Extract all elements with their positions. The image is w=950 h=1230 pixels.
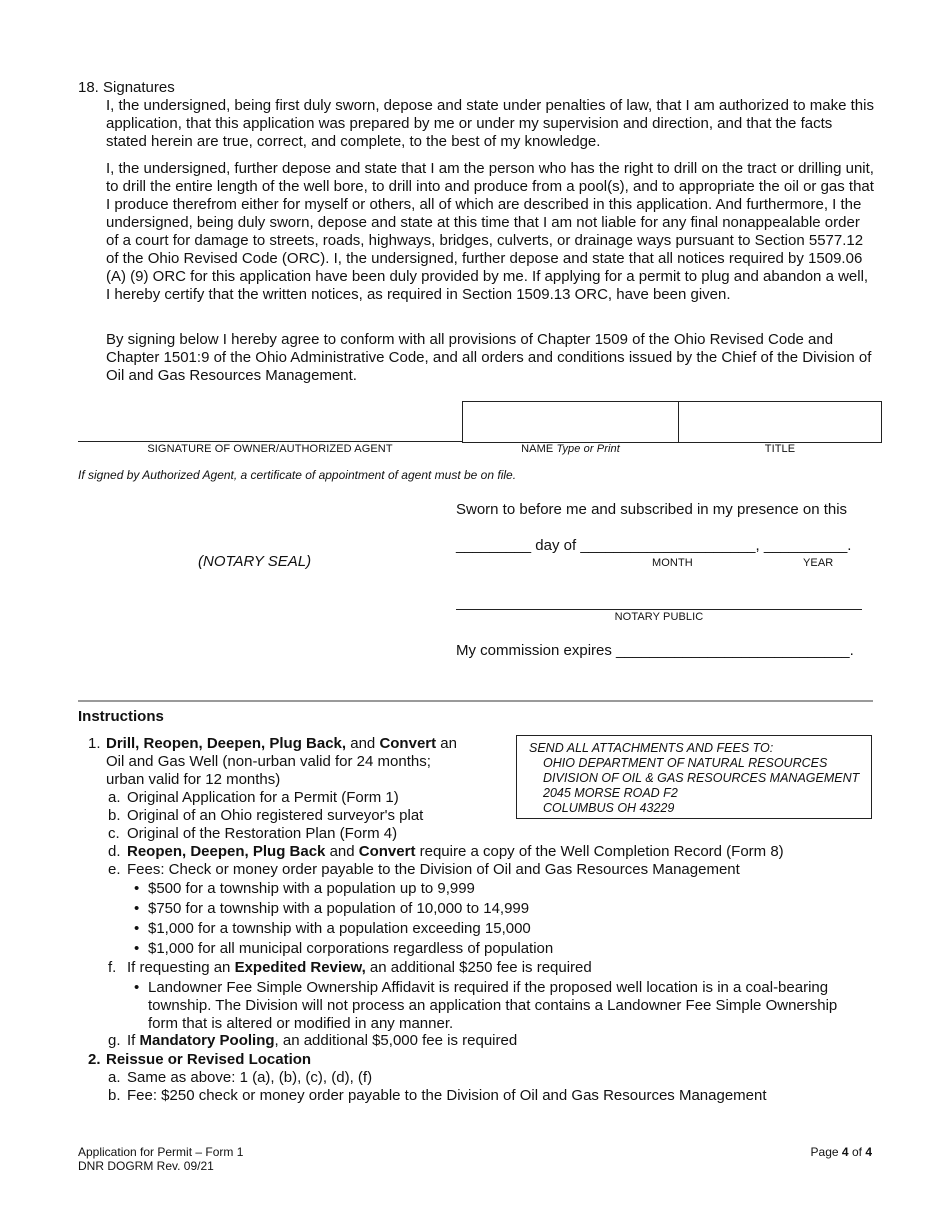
page-of: of bbox=[851, 1145, 862, 1159]
item-1-after: an bbox=[440, 735, 457, 752]
item-1c-letter: c. bbox=[108, 825, 120, 842]
sworn-text: Sworn to before me and subscribed in my presence on this bbox=[456, 501, 848, 518]
commission-line bbox=[456, 642, 854, 660]
item-1-bold-2: Convert bbox=[379, 735, 437, 752]
section-heading: 18. Signatures bbox=[78, 79, 175, 96]
item-1-line-2: Oil and Gas Well (non-urban valid for 24 months; bbox=[106, 753, 431, 770]
notary-signature-line[interactable] bbox=[456, 609, 862, 610]
item-1b-letter: b. bbox=[108, 807, 121, 824]
fee-item-1: $500 for a township with a population up to 9,999 bbox=[148, 880, 475, 897]
item-1b-text: Original of an Ohio registered surveyor's plat bbox=[127, 807, 424, 824]
name-label bbox=[462, 443, 679, 455]
item-2b-text: Fee: $250 check or money order payable to the Division of Oil and Gas Resources Management bbox=[127, 1087, 767, 1104]
item-1f-bold: Expedited Review, bbox=[234, 959, 366, 976]
year-blank[interactable]: __________. bbox=[763, 537, 852, 554]
item-1-line-3: urban valid for 12 months) bbox=[106, 771, 281, 788]
signature-label: SIGNATURE OF OWNER/AUTHORIZED AGENT bbox=[147, 443, 393, 455]
affidavit-line-2: township. The Division will not process an application that contains a Landowner Fee Simple Ownership bbox=[148, 997, 838, 1014]
item-2b-letter: b. bbox=[108, 1087, 121, 1104]
mail-line-4: 2045 MORSE ROAD F2 bbox=[543, 786, 678, 800]
item-1d-rest: require a copy of the Well Completion Record (Form 8) bbox=[419, 843, 784, 860]
date-line bbox=[456, 537, 851, 555]
item-1g-text bbox=[127, 1032, 517, 1051]
fee-item-2: $750 for a township with a population of 10,000 to 14,999 bbox=[148, 900, 530, 917]
page-total: 4 bbox=[865, 1145, 872, 1159]
name-label-hint: Type or Print bbox=[556, 443, 620, 455]
item-1g-pre: If bbox=[127, 1032, 136, 1049]
item-1-bold-1: Drill, Reopen, Deepen, Plug Back, bbox=[106, 735, 347, 752]
month-label: MONTH bbox=[652, 557, 693, 569]
page-number bbox=[811, 1145, 872, 1159]
item-1-title bbox=[106, 735, 457, 754]
item-2-title: Reissue or Revised Location bbox=[106, 1051, 312, 1068]
mail-line-5: COLUMBUS OH 43229 bbox=[543, 801, 675, 815]
name-label-text: NAME bbox=[521, 443, 554, 455]
instructions-heading: Instructions bbox=[78, 708, 164, 725]
mail-line-1: SEND ALL ATTACHMENTS AND FEES TO: bbox=[529, 741, 774, 755]
item-1f-pre: If requesting an bbox=[127, 959, 231, 976]
affidavit-bullet: • bbox=[134, 979, 140, 996]
fee-bullet-2: • bbox=[134, 900, 140, 917]
mailing-address-box bbox=[516, 735, 872, 819]
item-1a-letter: a. bbox=[108, 789, 121, 806]
attestation-paragraph: I, the undersigned, being first duly sworn, depose and state under penalties of law, that I am authorized to make this application, that this application was prepared by me or under my supervision and direction, and that the facts stated herein are true, correct, and complete, to the best of my knowledge. bbox=[106, 97, 874, 150]
section-divider bbox=[78, 700, 873, 702]
year-label: YEAR bbox=[803, 557, 834, 569]
item-1c-text: Original of the Restoration Plan (Form 4) bbox=[127, 825, 398, 842]
fee-item-4: $1,000 for all municipal corporations regardless of population bbox=[148, 940, 554, 957]
affidavit-line-3: form that is altered or modified in any manner. bbox=[148, 1015, 454, 1032]
item-1g-post: , an additional $5,000 fee is required bbox=[274, 1032, 518, 1049]
item-2-number: 2. bbox=[88, 1051, 101, 1068]
conformance-paragraph: By signing below I hereby agree to conform with all provisions of Chapter 1509 of the Ohio Revised Code and Chapter 1501:9 of the Ohio Administrative Code, and all orders and conditions issued by the Chief of the Division of Oil and Gas Resources Management. bbox=[106, 331, 872, 384]
title-field[interactable] bbox=[678, 401, 882, 443]
fee-bullet-1: • bbox=[134, 880, 140, 897]
item-1g-bold: Mandatory Pooling bbox=[139, 1032, 275, 1049]
item-1f-letter: f. bbox=[108, 959, 117, 976]
item-1d-text bbox=[127, 843, 784, 862]
footer-left bbox=[78, 1145, 243, 1173]
affidavit-line-1: Landowner Fee Simple Ownership Affidavit is required if the proposed well location is in a coal-bearing bbox=[148, 979, 829, 996]
item-1d-and: and bbox=[329, 843, 355, 860]
item-1-and: and bbox=[350, 735, 376, 752]
fee-bullet-4: • bbox=[134, 940, 140, 957]
page-pre: Page bbox=[810, 1145, 839, 1159]
signature-line bbox=[78, 441, 462, 442]
item-1f-post: an additional $250 fee is required bbox=[369, 959, 592, 976]
fee-item-3: $1,000 for a township with a population exceeding 15,000 bbox=[148, 920, 531, 937]
title-label: TITLE bbox=[764, 443, 796, 455]
item-1-number: 1. bbox=[88, 735, 101, 752]
agent-note: If signed by Authorized Agent, a certificate of appointment of agent must be on file. bbox=[78, 468, 517, 482]
date-comma: , bbox=[755, 537, 760, 554]
day-of-text: day of bbox=[535, 537, 577, 554]
item-1e-text: Fees: Check or money order payable to the Division of Oil and Gas Resources Management bbox=[127, 861, 740, 878]
item-1d-bold-2: Convert bbox=[358, 843, 416, 860]
notary-seal: (NOTARY SEAL) bbox=[198, 553, 312, 570]
mail-line-3: DIVISION OF OIL & GAS RESOURCES MANAGEMENT bbox=[543, 771, 860, 785]
rights-paragraph: I, the undersigned, further depose and state that I am the person who has the right to drill on the tract or drilling unit, to drill the entire length of the well bore, to drill into and produce from a pool(s), and to appropriate the oil or gas that I produce therefrom either for myself or others, all of which are described in this application. And furthermore, I the undersigned, being duly sworn, depose and state at this time that I am not liable for any final nonappealable order of a court for damage to streets, roads, highways, bridges, culverts, or drainage ways pursuant to Section 5577.12 of the Ohio Revised Code (ORC). I, the undersigned, further depose and state that all notices required by 1509.06 (A) (9) ORC for this application have been duly provided by me. If applying for a permit to plug and abandon a well, I hereby certify that the written notices, as required in Section 1509.13 ORC, have been given. bbox=[106, 160, 874, 303]
commission-blank[interactable]: ____________________________. bbox=[616, 642, 854, 659]
footer-revision: DNR DOGRM Rev. 09/21 bbox=[78, 1159, 214, 1173]
mail-line-2: OHIO DEPARTMENT OF NATURAL RESOURCES bbox=[543, 756, 828, 770]
notary-public-label: NOTARY PUBLIC bbox=[614, 611, 704, 623]
item-1d-bold-1: Reopen, Deepen, Plug Back bbox=[127, 843, 326, 860]
item-1f-text bbox=[127, 959, 592, 978]
item-2a-letter: a. bbox=[108, 1069, 121, 1086]
page-current: 4 bbox=[841, 1145, 849, 1159]
footer-form-name: Application for Permit – Form 1 bbox=[78, 1145, 244, 1159]
month-blank[interactable]: _____________________ bbox=[580, 537, 756, 554]
fee-bullet-3: • bbox=[134, 920, 140, 937]
name-field[interactable] bbox=[462, 401, 679, 443]
item-1a-text: Original Application for a Permit (Form 1) bbox=[127, 789, 399, 806]
item-1e-letter: e. bbox=[108, 861, 121, 878]
day-blank[interactable]: _________ bbox=[456, 537, 532, 554]
commission-text: My commission expires bbox=[456, 642, 612, 659]
item-1g-letter: g. bbox=[108, 1032, 121, 1049]
item-1d-letter: d. bbox=[108, 843, 121, 860]
item-2a-text: Same as above: 1 (a), (b), (c), (d), (f) bbox=[127, 1069, 373, 1086]
